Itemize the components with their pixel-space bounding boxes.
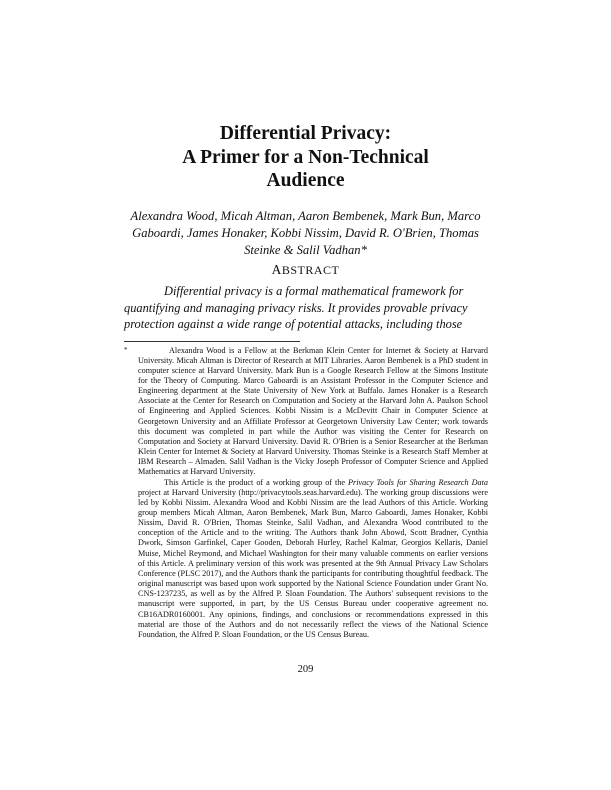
abstract-heading bbox=[0, 262, 611, 278]
abstract-heading-initial: A bbox=[271, 262, 282, 277]
page-number: 209 bbox=[297, 664, 314, 675]
abstract-heading-rest: BSTRACT bbox=[281, 263, 340, 277]
abstract-text bbox=[124, 283, 488, 333]
footnote-separator bbox=[124, 341, 300, 342]
footnote-marker: * bbox=[124, 345, 128, 354]
article-title bbox=[0, 122, 611, 193]
abstract-line-3: protection against a wide range of potential attacks, including those bbox=[124, 317, 463, 331]
abstract-line-2: quantifying and managing privacy risks. It provides provable privacy bbox=[124, 300, 468, 315]
footnote-p2-text-end: project at Harvard University (http://privacytools.seas.harvard.edu). The working group discussions were led by Kobbi Nissim. Alexandra Wood and Kobbi Nissim are the lead Authors of this Article. Working group members Micah Altman, Aaron Bembenek, Mark Bun, Marco Gaboardi, James Honaker, Kobbi Nissim, David R. O'Brien, Thomas Steinke, Salil Vadhan, and Alexandra Wood contributed to the conception of the Article and to the writing. The Authors thank John Abowd, Scott Bradner, Cynthia Dwork, Simson Garfinkel, Caper Gooden, Deborah Hurley, Rachel Kalmar, Georgios Kellaris, Daniel Muise, Michel Reymond, and Michael Washington for their many valuable comments on earlier versions of this Article. A preliminary version of this work was presented at the 9th Annual Privacy Law Scholars Conference (PLSC 2017), and the Authors thank the participants for contributing thoughtful feedback. The original manuscript was based upon work supported by the National Science Foundation under Grant No. CNS-1237235, as well as by the Alfred P. Sloan Foundation. The Authors' subsequent revisions to the manuscript were supported, in part, by the US Census Bureau under cooperative agreement no. CB16ADR0160001. Any opinions, findings, and conclusions or recommendations expressed in this material are those of the Authors and do not necessarily reflect the views of the National Science Foundation, the Alfred P. Sloan Foundation, or the US Census Bureau. bbox=[138, 487, 488, 639]
footnote-p2-text-start: This Article is the product of a working group of the bbox=[164, 477, 349, 487]
author-list: Alexandra Wood, Micah Altman, Aaron Bembenek, Mark Bun, Marco Gaboardi, James Honaker, Kobbi Nissim, David R. O'Brien, Thomas Steinke & Salil Vadhan* bbox=[130, 209, 481, 257]
footnote-paragraph-2 bbox=[138, 478, 488, 641]
author-footnote bbox=[124, 345, 488, 641]
title-line-2: A Primer for a Non-Technical bbox=[182, 146, 429, 168]
title-line-3: Audience bbox=[266, 170, 345, 191]
footnote-paragraph-1: Alexandra Wood is a Fellow at the Berkman Klein Center for Internet & Society at Harvard University. Micah Altman is Director of Research at MIT Libraries. Aaron Bembenek is a PhD student in computer science at Harvard University. Mark Bun is a Google Research Fellow at the Simons Institute for the Theory of Computing. Marco Gaboardi is an Assistant Professor in the Computer Science and Engineering department at the State University of New York at Buffalo. James Honaker is a Research Associate at the Center for Research on Computation and Society at the Harvard John A. Paulson School of Engineering and Applied Sciences. Kobbi Nissim is a McDevitt Chair in Computer Science at Georgetown University and an Affiliate Professor at Georgetown University Law Center; work towards this document was completed in part while the Author was visiting the Center for Research on Computation and Society at Harvard University. David R. O'Brien is a Senior Researcher at the Berkman Klein Center for Internet & Society at Harvard University. Thomas Steinke is a Research Staff Member at IBM Research – Almaden. Salil Vadhan is the Vicky Joseph Professor of Computer Science and Applied Mathematics at Harvard University. bbox=[138, 345, 488, 477]
project-name: Privacy Tools for Sharing Research Data bbox=[348, 477, 488, 487]
abstract-line-1: Differential privacy is a formal mathematical framework for bbox=[164, 284, 464, 298]
title-line-1: Differential Privacy: bbox=[219, 123, 392, 144]
